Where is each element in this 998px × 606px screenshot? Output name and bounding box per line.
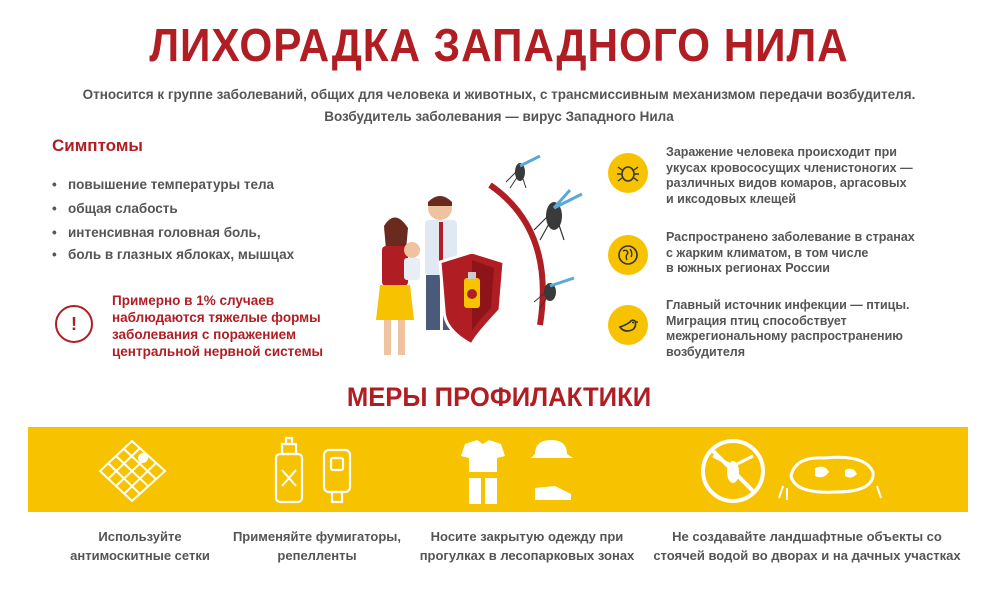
clothing-icon [455, 436, 580, 506]
prevention-label-line: Не создавайте ландшафтные объекты со [672, 529, 942, 544]
fact-line: Главный источник инфекции — птицы. [666, 298, 910, 312]
symptom-item-continued: • боль в глазных яблоках, мышцах [52, 244, 342, 266]
fact-text [666, 298, 948, 360]
fact-line: различных видов комаров, аргасовых [666, 176, 907, 190]
warning-line: заболевания с поражением [112, 327, 296, 342]
exclamation-icon: ! [55, 305, 93, 343]
subtitle-line: Возбудитель заболевания — вирус Западного Нила [324, 109, 674, 124]
fact-line: межрегиональному распространению [666, 329, 903, 343]
prevention-item-label [60, 527, 220, 565]
mosquito-icon [534, 190, 582, 240]
prevention-heading: МЕРЫ ПРОФИЛАКТИКИ [346, 382, 652, 412]
fact-line: с жарким климатом, в том числе [666, 245, 869, 260]
page-title: ЛИХОРАДКА ЗАПАДНОГО НИЛА [149, 19, 849, 71]
subtitle-line: Относится к группе заболеваний, общих для человека и животных, с трансмиссивным механизмом передачи возбудителя. [82, 87, 916, 102]
prevention-label-line: стоячей водой во дворах и на дачных участках [653, 548, 961, 563]
warning-text [112, 292, 342, 360]
tick-icon [608, 153, 648, 193]
symptoms-list [52, 174, 342, 268]
prevention-label-line: антимоскитные сетки [70, 548, 210, 563]
prevention-label-line: репелленты [277, 548, 357, 563]
mosquito-icon [506, 156, 540, 188]
no-standing-water-icon [695, 436, 895, 506]
mosquito-net-icon [95, 436, 170, 506]
warning-line: Примерно в 1% случаев [112, 293, 275, 308]
prevention-item-label [222, 527, 412, 565]
warning-line: центральной нервной системы [112, 344, 324, 359]
repellent-icon [268, 436, 358, 506]
warning-line: наблюдаются тяжелые формы [112, 310, 321, 325]
symptom-item: • интенсивная головная боль, [52, 222, 342, 244]
fact-line: Миграция птиц способствует [666, 313, 847, 328]
prevention-label-line: Применяйте фумигаторы, [232, 529, 402, 544]
fact-line: укусах кровососущих членистоногих — [666, 160, 913, 175]
symptom-item: • повышение температуры тела [52, 174, 342, 196]
prevention-label-line: Носите закрытую одежду при [430, 529, 624, 544]
prevention-label-line: прогулках в лесопарковых зонах [419, 548, 635, 563]
fact-line: и иксодовых клещей [666, 191, 797, 206]
globe-icon [608, 235, 648, 275]
fact-text [666, 230, 948, 277]
prevention-item-label [412, 527, 642, 565]
fact-line: Распространено заболевание в странах [666, 230, 915, 244]
fact-text [666, 145, 948, 207]
fact-line: возбудителя [666, 344, 746, 359]
fact-line: в южных регионах России [666, 261, 830, 275]
bird-icon [608, 305, 648, 345]
symptom-item: • общая слабость [52, 198, 342, 220]
symptoms-heading: Симптомы [52, 136, 143, 155]
fact-line: Заражение человека происходит при [666, 145, 897, 159]
family-shield-illustration [340, 150, 610, 365]
prevention-item-label [642, 527, 972, 565]
subtitle [40, 84, 958, 128]
prevention-label-line: Используйте [98, 529, 182, 544]
